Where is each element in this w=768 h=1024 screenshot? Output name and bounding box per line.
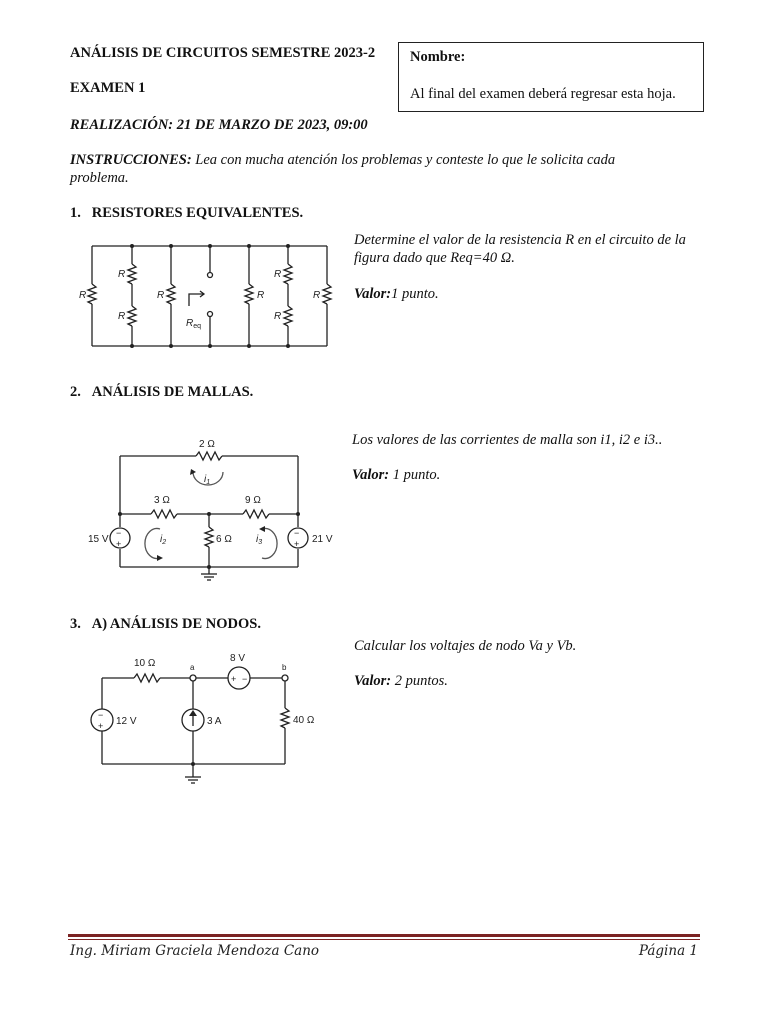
svg-text:+: + [98,721,104,731]
footer-author: Ing. Miriam Graciela Mendoza Cano [70,943,320,959]
problem-1-circuit [70,236,340,356]
r-2ohm-label: 2 Ω [199,439,215,450]
svg-text:+: + [294,539,300,549]
svg-text:+: + [116,539,122,549]
problem-2-desc-1: Los valores de las corrientes de malla son i1, i2 e i3.. [352,432,663,448]
name-label: Nombre: [410,49,466,65]
svg-text:−: − [294,528,300,538]
v-21v-label: 21 V [312,534,333,545]
r-label-8: R [313,290,321,301]
exam-date: REALIZACIÓN: 21 DE MARZO DE 2023, 09:00 [70,117,368,133]
course-title: ANÁLISIS DE CIRCUITOS SEMESTRE 2023-2 [70,45,376,61]
req-label: $R_{eq}$ [186,318,202,330]
instructions-label: INSTRUCCIONES: [70,152,192,168]
svg-text:−: − [98,710,104,720]
instructions-text-1: Lea con mucha atención los problemas y conteste lo que le solicita cada [191,152,616,168]
problem-1-desc-2: figura dado que Req=40 Ω. [354,250,515,266]
r-label-5: R [257,290,265,301]
instructions-text-2: problema. [70,170,129,186]
v-8v-label: 8 V [230,653,246,664]
svg-text:+: + [231,674,237,684]
problem-3-title: A) ANÁLISIS DE NODOS. [91,616,261,632]
r-label-4: R [157,290,165,301]
i-3a-label: 3 A [207,716,222,727]
footer-page: Página 1 [638,943,698,959]
i2-label: $i_2$ [160,534,167,546]
node-b-label: b [282,663,287,672]
problem-1-value-text: 1 punto. [391,286,439,302]
r-label-3: R [118,311,126,322]
problem-2-number: 2. [70,384,81,400]
name-box-note: Al final del examen deberá regresar esta hoja. [410,86,676,102]
problem-1-heading [70,205,303,222]
r-40ohm-label: 40 Ω [293,715,315,726]
problem-3-number: 3. [70,616,81,632]
r-label-7: R [274,311,282,322]
problem-3-circuit [80,644,350,790]
i1-label: $i_1$ [204,474,211,486]
exam-title: EXAMEN 1 [70,80,146,96]
r-9ohm-label: 9 Ω [245,495,261,506]
v-15v-label: 15 V [88,534,109,545]
name-box[interactable] [398,42,704,112]
problem-2-value-label: Valor: [352,467,390,483]
problem-2-value [352,467,440,484]
r-6ohm-label: 6 Ω [216,534,232,545]
i3-label: $i_3$ [256,534,263,546]
problem-1-value [354,286,439,303]
problem-1-number: 1. [70,205,81,221]
footer-rule-thin [68,939,700,940]
v-12v-label: 12 V [116,716,137,727]
problem-3-desc-1: Calcular los voltajes de nodo Va y Vb. [354,638,577,654]
problem-1-desc-1: Determine el valor de la resistencia R en el circuito de la [354,232,686,248]
problem-3-value-label: Valor: [354,673,392,689]
problem-2-heading [70,384,253,401]
problem-1-value-label: Valor: [354,286,392,302]
instructions [70,152,615,169]
r-label-1: R [79,290,87,301]
problem-2-circuit [80,434,350,584]
r-label-2: R [118,269,126,280]
r-3ohm-label: 3 Ω [154,495,170,506]
node-a-label: a [190,663,195,672]
problem-2-title: ANÁLISIS DE MALLAS. [91,384,254,400]
problem-2-value-text: 1 punto. [389,467,441,483]
problem-3-value-text: 2 puntos. [391,673,448,689]
problem-3-value [354,673,448,690]
problem-1-title: RESISTORES EQUIVALENTES. [91,205,304,221]
footer-rule [68,934,700,937]
svg-text:−: − [116,528,122,538]
svg-text:−: − [242,674,248,684]
r-label-6: R [274,269,282,280]
problem-3-heading [70,616,261,633]
r-10ohm-label: 10 Ω [134,658,156,669]
